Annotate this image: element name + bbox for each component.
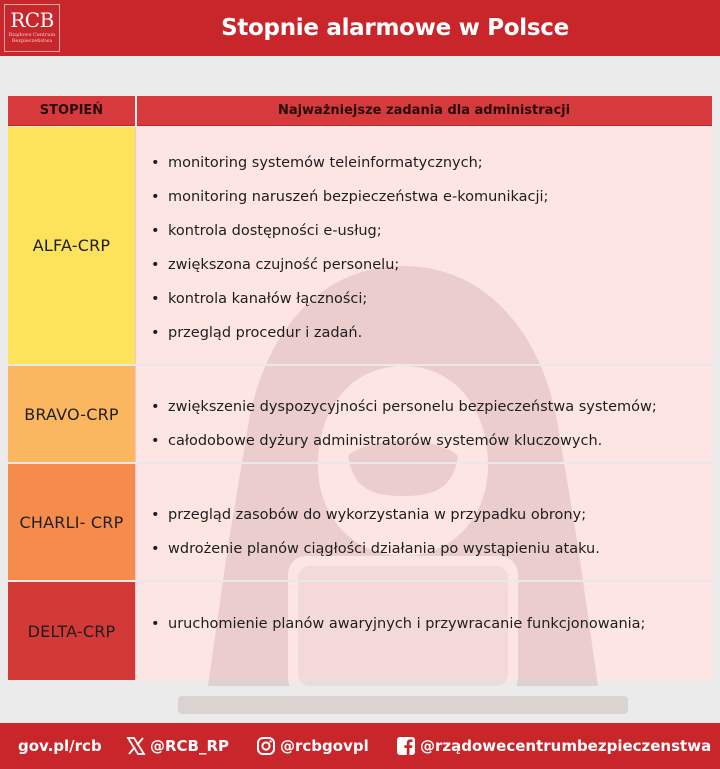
alarm-levels-table <box>8 96 712 680</box>
logo-text: RCB <box>10 8 54 32</box>
footer-bar <box>0 723 720 769</box>
list-item: • wdrożenie planów ciągłości działania po wystąpieniu ataku. <box>151 532 600 566</box>
facebook-handle: @rządowecentrumbezpieczenstwa <box>420 737 712 755</box>
list-item: • kontrola kanałów łączności; <box>151 282 548 316</box>
task-list-delta <box>151 607 645 641</box>
level-label: BRAVO-CRP <box>24 404 119 424</box>
task-list-alfa <box>151 146 548 350</box>
instagram-icon <box>256 736 276 756</box>
page-title: Stopnie alarmowe w Polsce <box>221 15 569 41</box>
level-cell-alfa <box>8 127 135 364</box>
level-cell-delta <box>8 582 135 680</box>
column-separator <box>135 126 136 680</box>
rcb-logo[interactable] <box>4 4 60 52</box>
x-logo-icon <box>126 736 146 756</box>
task-list-charli <box>151 498 600 566</box>
list-item: • kontrola dostępności e-usług; <box>151 214 548 248</box>
level-label: ALFA-CRP <box>32 236 111 255</box>
table-header-row <box>8 96 712 126</box>
level-cell-charli <box>8 464 135 580</box>
column-header-tasks: Najważniejsze zadania dla administracji <box>277 103 571 118</box>
facebook-icon <box>396 736 416 756</box>
level-label: DELTA-CRP <box>27 621 116 641</box>
column-header-level: STOPIEŃ <box>39 103 104 118</box>
list-item: • zwiększenie dyspozycyjności personelu bezpieczeństwa systemów; <box>151 390 657 424</box>
list-item: • uruchomienie planów awaryjnych i przywracanie funkcjonowania; <box>151 607 645 641</box>
instagram-handle: @rcbgovpl <box>280 737 369 755</box>
website-text: gov.pl/rcb <box>18 737 102 755</box>
x-handle: @RCB_RP <box>150 737 230 755</box>
facebook-link[interactable] <box>396 723 711 769</box>
list-item: • przegląd procedur i zadań. <box>151 316 548 350</box>
website-link[interactable] <box>18 723 102 769</box>
level-label: CHARLI- CRP <box>19 512 124 532</box>
logo-subtext: Rządowe Centrum Bezpieczeństwa <box>8 32 56 44</box>
task-list-bravo <box>151 390 657 458</box>
instagram-link[interactable] <box>256 723 369 769</box>
list-item: • całodobowe dyżury administratorów systemów kluczowych. <box>151 424 657 458</box>
x-link[interactable] <box>126 723 229 769</box>
level-cell-bravo <box>8 366 135 462</box>
list-item: • zwiększona czujność personelu; <box>151 248 548 282</box>
list-item: • monitoring naruszeń bezpieczeństwa e-komunikacji; <box>151 180 548 214</box>
header-bar <box>0 0 720 56</box>
list-item: • monitoring systemów teleinformatycznych; <box>151 146 548 180</box>
list-item: • przegląd zasobów do wykorzystania w przypadku obrony; <box>151 498 600 532</box>
